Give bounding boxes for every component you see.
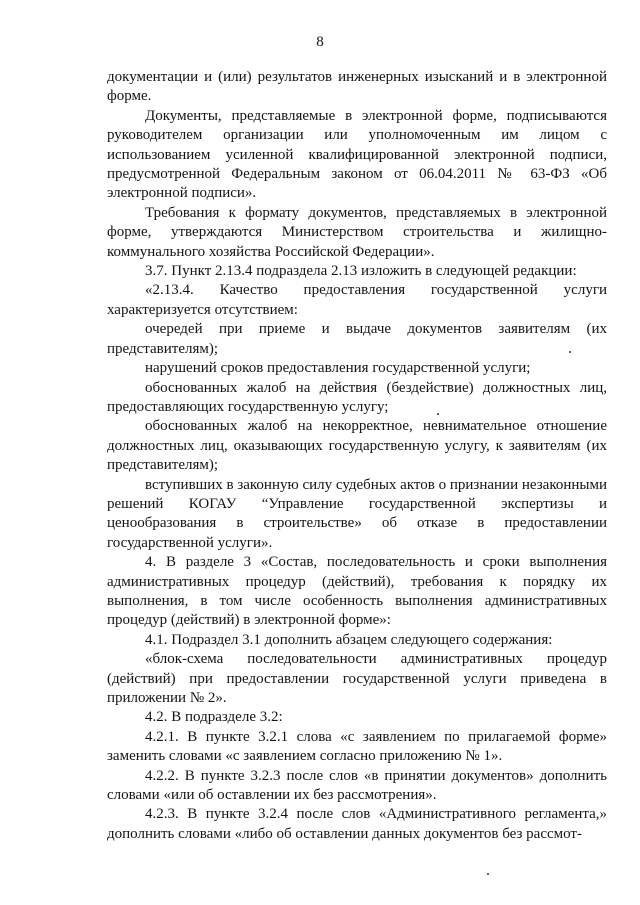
paragraph: вступивших в законную силу судебных актов о признании незаконными решений КОГАУ “Управление государственной экспертизы и ценообразования в строительстве» об отказе в предоставлении государственной услуги».: [107, 476, 607, 551]
paragraph: 4.2.2. В пункте 3.2.3 после слов «в принятии документов» дополнить словами «или об оставлении их без рассмотрения».: [107, 767, 607, 804]
paragraph: 4.1. Подраздел 3.1 дополнить абзацем следующего содержания:: [145, 631, 553, 648]
paragraph: документации и (или) результатов инженерных изысканий и в электронной форме.: [107, 69, 607, 105]
scan-speck: [569, 351, 571, 353]
paragraph: нарушений сроков предоставления государственной услуги;: [145, 360, 531, 377]
paragraph: 4.2. В подразделе 3.2:: [145, 709, 283, 726]
scan-speck: [487, 873, 489, 875]
page-number: 8: [316, 34, 324, 50]
paragraph: 3.7. Пункт 2.13.4 подраздела 2.13 изложить в следующей редакции:: [145, 263, 577, 280]
scan-speck: [437, 413, 439, 415]
paragraph: 4. В разделе 3 «Состав, последовательность и сроки выполнения административных процедур (действий), требования к порядку их выполнения, в том числе особенность выполнения административных процедур (действий) в электронной форме»:: [107, 554, 607, 629]
paragraph: 4.2.3. В пункте 3.2.4 после слов «Административного регламента,» дополнить словами «либо об оставлении данных документов без рассмот-: [107, 806, 607, 842]
paragraph: Требования к формату документов, представляемых в электронной форме, утверждаются Министерством строительства и жилищно-коммунального хозяйства Российской Федерации».: [107, 204, 607, 260]
paragraph: очередей при приеме и выдаче документов заявителям (их представителям);: [107, 321, 607, 357]
document-body: [107, 68, 607, 844]
paragraph: «2.13.4. Качество предоставления государственной услуги характеризуется отсутствием:: [107, 282, 607, 318]
paragraph: «блок-схема последовательности административных процедур (действий) при предоставлении государственной услуги приведена в приложении № 2».: [107, 651, 607, 706]
paragraph: Документы, представляемые в электронной форме, подписываются руководителем организации или уполномоченным им лицом с использованием усиленной квалифицированной электронной подписи, предусмотренной Федеральным законом от 06.04.2011 № 63-ФЗ «Об электронной подписи».: [107, 107, 607, 202]
paragraph: обоснованных жалоб на действия (бездействие) должностных лиц, предоставляющих государственную услугу;: [107, 379, 607, 415]
paragraph: 4.2.1. В пункте 3.2.1 слова «с заявлением по прилагаемой форме» заменить словами «с заявлением согласно приложению № 1».: [107, 728, 607, 765]
paragraph: обоснованных жалоб на некорректное, невнимательное отношение должностных лиц, оказывающих государственную услугу, к заявителям (их представителям);: [107, 418, 607, 474]
